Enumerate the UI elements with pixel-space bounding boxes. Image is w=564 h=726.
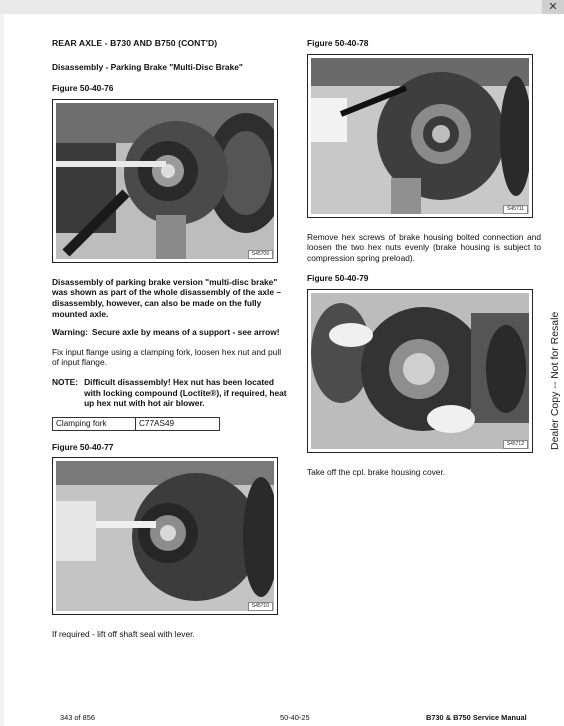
viewer-toolbar bbox=[0, 0, 564, 14]
figure-77-label: Figure 50-40-77 bbox=[52, 441, 114, 452]
paragraph-shaft-seal: If required - lift off shaft seal with lever. bbox=[52, 629, 195, 640]
figure-76 bbox=[52, 99, 278, 263]
figure-78 bbox=[307, 54, 533, 218]
figure-78-label: Figure 50-40-78 bbox=[307, 38, 369, 48]
tool-part-cell: C77AS49 bbox=[136, 417, 220, 430]
figure-79 bbox=[307, 289, 533, 453]
note-block bbox=[52, 377, 290, 409]
warning-label: Warning: bbox=[52, 327, 88, 338]
table-row bbox=[53, 417, 220, 430]
warning-text: Secure axle by means of a support - see arrow! bbox=[91, 327, 280, 338]
figure-76-code: S45709 bbox=[248, 250, 273, 259]
figure-79-code: S45712 bbox=[503, 440, 528, 449]
note-text: Difficult disassembly! Hex nut has been located with locking compound (Loctite®), if required, heat up hex nut with hot air blower. bbox=[84, 376, 287, 409]
figure-76-label: Figure 50-40-76 bbox=[52, 83, 114, 94]
left-column bbox=[52, 38, 290, 640]
section-title: REAR AXLE - B730 AND B750 (CONT'D) bbox=[52, 38, 218, 48]
footer-page-of: 343 of 856 bbox=[60, 713, 95, 722]
footer-page-code: 50-40-25 bbox=[280, 713, 310, 722]
figure-76-photo bbox=[56, 103, 274, 259]
page-edge bbox=[0, 14, 4, 726]
brake-cover-photo-illustration bbox=[311, 293, 529, 449]
figure-77 bbox=[52, 457, 278, 615]
figure-78-photo bbox=[311, 58, 529, 214]
paragraph-input-flange: Fix input flange using a clamping fork, loosen hex nut and pull of input flange. bbox=[52, 346, 282, 368]
paragraph-brake-cover: Take off the cpl. brake housing cover. bbox=[307, 466, 446, 477]
axle-flange-photo-illustration bbox=[56, 103, 274, 259]
figure-77-code: S45710 bbox=[248, 602, 273, 611]
paragraph-multi-disc: Disassembly of parking brake version "multi-disc brake" was shown as part of the whole disassembly of the axle – disassembly, however, can also be made on the fully mounted axle. bbox=[52, 276, 281, 319]
paragraph-hex-screws: Remove hex screws of brake housing bolted connection and loosen the two hex nuts evenly (brake housing is subject to compression spring preload). bbox=[307, 231, 541, 263]
right-column bbox=[307, 38, 541, 478]
note-label: NOTE: bbox=[52, 376, 79, 387]
brake-housing-photo-illustration bbox=[56, 461, 274, 611]
figure-77-photo bbox=[56, 461, 274, 611]
figure-78-code: S45711 bbox=[503, 205, 528, 214]
tool-name-cell: Clamping fork bbox=[53, 417, 136, 430]
figure-79-label: Figure 50-40-79 bbox=[307, 273, 369, 284]
close-icon[interactable]: ✕ bbox=[542, 0, 564, 14]
footer-manual: B730 & B750 Service Manual bbox=[426, 713, 527, 722]
watermark: Dealer Copy -- Not for Resale bbox=[549, 311, 561, 450]
figure-79-photo bbox=[311, 293, 529, 449]
warning-block bbox=[52, 327, 290, 338]
tool-table bbox=[52, 417, 220, 431]
subtitle: Disassembly - Parking Brake "Multi-Disc Brake" bbox=[52, 61, 243, 72]
hex-screws-photo-illustration bbox=[311, 58, 529, 214]
